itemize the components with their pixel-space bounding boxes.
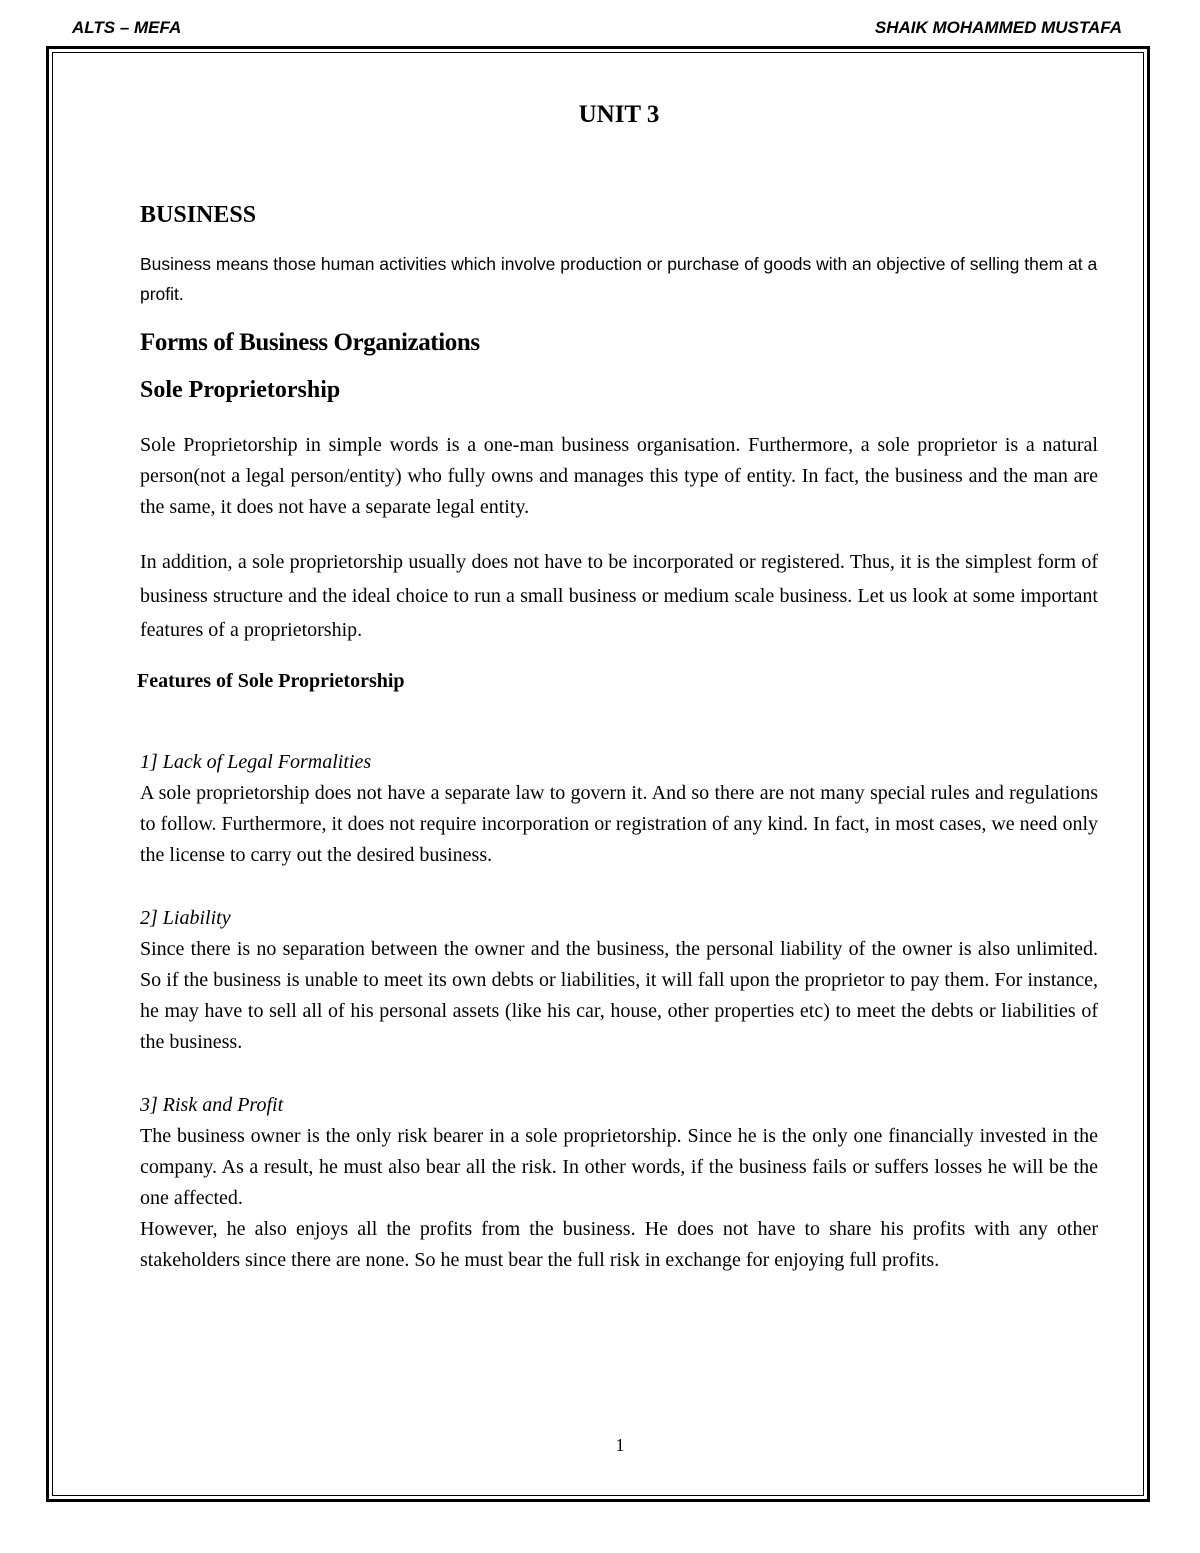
page-number: 1: [615, 1435, 625, 1455]
feature-title: 3] Risk and Profit: [140, 1094, 284, 1116]
feature-risk-and-profit: [140, 1090, 1098, 1276]
sole-proprietorship-heading: Sole Proprietorship: [140, 377, 341, 403]
header-course: ALTS – MEFA: [72, 18, 182, 37]
header-author: SHAIK MOHAMMED MUSTAFA: [874, 18, 1122, 37]
business-definition: Business means those human activities which involve production or purchase of goods with an objective of selling them at a profit.: [140, 254, 1098, 304]
feature-title: 1] Lack of Legal Formalities: [140, 751, 372, 773]
features-heading: Features of Sole Proprietorship: [137, 670, 405, 692]
feature-legal-formalities: [140, 747, 1098, 871]
paragraph-addition: In addition, a sole proprietorship usually does not have to be incorporated or registered. Thus, it is the simplest form of business structure and the ideal choice to run a small business or medium scale business. Let us look at some important features of a proprietorship.: [140, 551, 1098, 641]
feature-body-continued: However, he also enjoys all the profits from the business. He does not have to share his profits with any other stakeholders since there are none. So he must bear the full risk in exchange for enjoying full profits.: [140, 1218, 1098, 1271]
unit-title: UNIT 3: [578, 101, 660, 128]
feature-liability: [140, 903, 1098, 1058]
page-content: [137, 95, 1098, 1271]
feature-body: Since there is no separation between the owner and the business, the personal liability of the owner is also unlimited. So if the business is unable to meet its own debts or liabilities, it will fall upon the proprietor to pay them. For instance, he may have to sell all of his personal assets (like his car, house, other properties etc) to meet the debts or liabilities of the business.: [140, 938, 1098, 1053]
business-heading: BUSINESS: [140, 202, 257, 228]
page-header: [72, 18, 1122, 42]
feature-body: The business owner is the only risk bearer in a sole proprietorship. Since he is the only one financially invested in the company. As a result, he must also bear all the risk. In other words, if the business fails or suffers losses he will be the one affected.: [140, 1125, 1098, 1209]
feature-title: 2] Liability: [140, 907, 231, 929]
paragraph-definition: Sole Proprietorship in simple words is a one-man business organisation. Furthermore, a sole proprietor is a natural person(not a legal person/entity) who fully owns and manages this type of entity. In fact, the business and the man are the same, it does not have a separate legal entity.: [140, 434, 1098, 518]
forms-heading: Forms of Business Organizations: [140, 329, 480, 356]
feature-body: A sole proprietorship does not have a separate law to govern it. And so there are not many special rules and regulations to follow. Furthermore, it does not require incorporation or registration of any kind. In fact, in most cases, we need only the license to carry out the desired business.: [140, 782, 1098, 866]
